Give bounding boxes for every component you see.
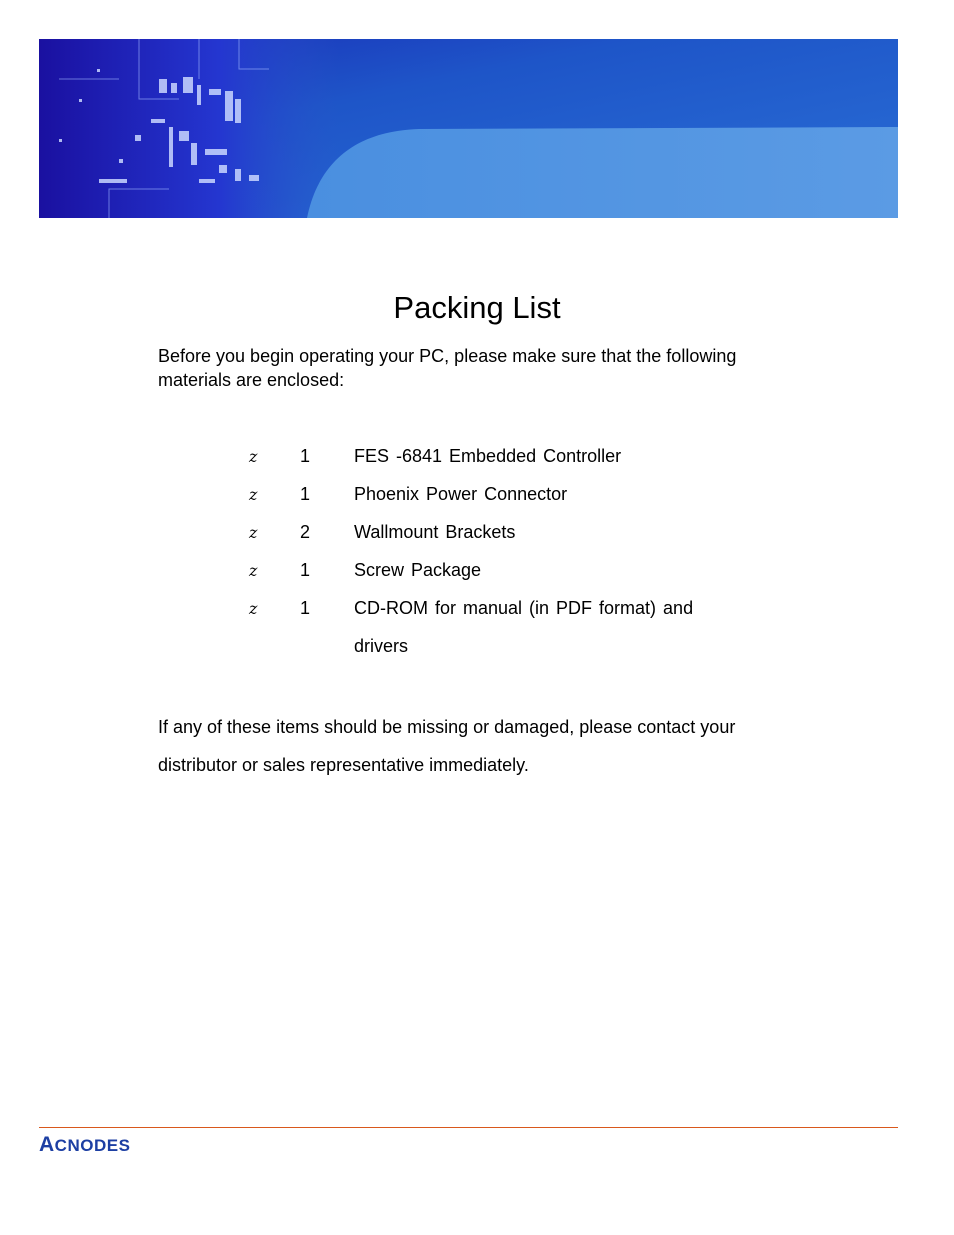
circuit-board-banner-image xyxy=(39,39,898,218)
list-item xyxy=(0,479,954,517)
item-description: Wallmount Brackets xyxy=(354,522,516,542)
item-quantity: 1 xyxy=(300,598,311,618)
bullet-icon: z xyxy=(249,523,258,542)
item-description: FES -6841 Embedded Controller xyxy=(354,446,622,466)
footer-divider xyxy=(39,1127,898,1128)
item-quantity: 1 xyxy=(300,446,311,466)
list-item xyxy=(0,593,954,669)
item-quantity: 2 xyxy=(300,522,311,542)
bullet-icon: z xyxy=(249,485,258,504)
item-quantity: 1 xyxy=(300,484,311,504)
intro-paragraph: Before you begin operating your PC, please make sure that the following materials are enclosed: xyxy=(158,346,737,390)
bullet-icon: z xyxy=(249,599,258,618)
list-item xyxy=(0,517,954,555)
bullet-icon: z xyxy=(249,447,258,466)
item-description: Screw Package xyxy=(354,560,482,580)
bullet-icon: z xyxy=(249,561,258,580)
closing-paragraph: If any of these items should be missing or damaged, please contact your distributor or sales representative immediately. xyxy=(158,717,736,775)
logo-rest: CNODES xyxy=(54,1136,131,1155)
item-description: Phoenix Power Connector xyxy=(354,484,568,504)
acnodes-logo xyxy=(39,1133,130,1157)
list-item xyxy=(0,555,954,593)
item-description: CD-ROM for manual (in PDF format) and drivers xyxy=(354,598,694,656)
logo-initial: A xyxy=(39,1133,55,1156)
list-item xyxy=(0,441,954,479)
packing-list xyxy=(0,441,954,669)
item-quantity: 1 xyxy=(300,560,311,580)
page-title: Packing List xyxy=(393,290,561,325)
header-banner xyxy=(39,39,898,218)
